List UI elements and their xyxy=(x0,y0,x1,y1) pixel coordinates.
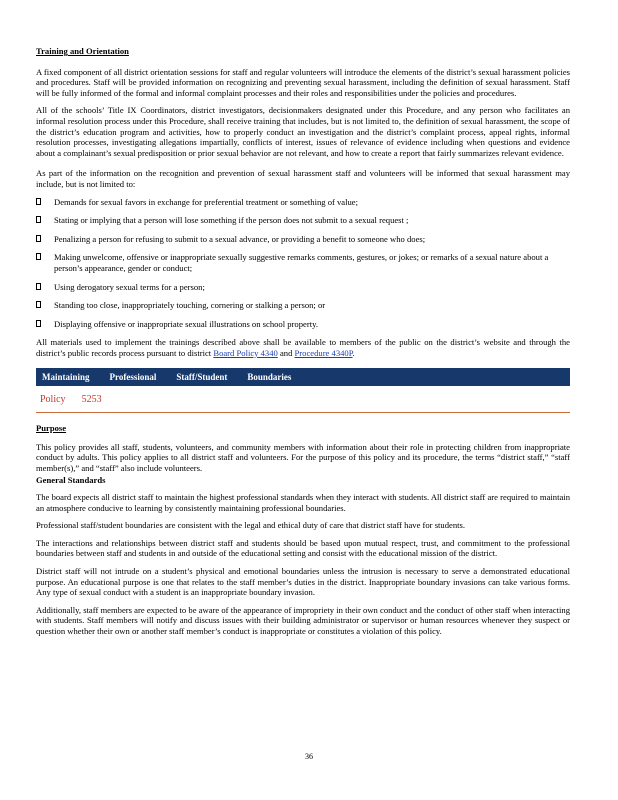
purpose-paragraph-4: The interactions and relationships between district staff and students should be based upon mutual respect, trust, and commitment to the professional boundaries between staff and students in and outside of the educational setting and consist with the educational mission of the district. xyxy=(36,537,570,559)
harassment-examples-list xyxy=(36,197,570,330)
training-paragraph-1: A fixed component of all district orientation sessions for staff and regular volunteers will introduce the elements of the district’s sexual harassment policies and procedures. Staff will be provided information on recognizing and preventing sexual harassment, including the definition of sexual harassment. Staff will be fully informed of the formal and informal complaint processes and their roles and responsibilities under the policies and procedures. xyxy=(36,66,570,98)
checkbox-bullet-icon xyxy=(36,301,41,308)
section-banner xyxy=(36,368,570,386)
checkbox-bullet-icon xyxy=(36,235,41,242)
policy-label: Policy xyxy=(40,394,66,406)
checkbox-bullet-icon xyxy=(36,320,41,327)
purpose-paragraph-6: Additionally, staff members are expected to be aware of the appearance of impropriety in their own conduct and the conduct of other staff when interacting with students. Staff members will notify and discuss issues with their building administrator or supervisor or human resources whenever they suspect or question whether their own or another staff member’s conduct is inappropriate or constitutes a violation of this policy. xyxy=(36,604,570,636)
banner-word: Professional xyxy=(109,372,157,383)
list-item: Demands for sexual favors in exchange for preferential treatment or something of value; xyxy=(36,197,570,208)
training-paragraph-3: As part of the information on the recognition and prevention of sexual harassment staff and volunteers will be informed that sexual harassment may include, but is not limited to: xyxy=(36,168,570,189)
banner-word: Maintaining xyxy=(42,372,90,383)
checkbox-bullet-icon xyxy=(36,283,41,290)
checkbox-bullet-icon xyxy=(36,198,41,205)
banner-word: Staff/Student xyxy=(176,372,228,383)
list-item: Stating or implying that a person will lose something if the person does not submit to a sexual request ; xyxy=(36,215,570,226)
training-paragraph-4: All materials used to implement the trainings described above shall be available to members of the public on the district’s website and through the district’s public records process pursuant to district Board Policy 4340 and Procedure 4340P. xyxy=(36,337,570,358)
list-item: Making unwelcome, offensive or inappropriate sexually suggestive remarks comments, gestures, or jokes; or remarks of a sexual nature about a person’s appearance, gender or conduct; xyxy=(36,252,570,273)
training-heading: Training and Orientation xyxy=(36,46,129,56)
purpose-heading: Purpose xyxy=(36,423,67,434)
document-page xyxy=(36,46,570,644)
general-standards-heading: General Standards xyxy=(36,475,106,486)
list-item: Displaying offensive or inappropriate sexual illustrations on school property. xyxy=(36,319,570,330)
list-item: Using derogatory sexual terms for a person; xyxy=(36,282,570,293)
purpose-paragraph-1: This policy provides all staff, students, volunteers, and community members with information about their role in protecting children from inappropriate conduct by adults. This policy applies to all district staff and volunteers. For the purpose of this policy and its procedure, the terms “district staff,” “staff member(s),” and “staff” also include volunteers. xyxy=(36,441,570,473)
policy-number: 5253 xyxy=(81,394,102,406)
purpose-paragraph-3: Professional staff/student boundaries are consistent with the legal and ethical duty of care that district staff have for students. xyxy=(36,520,466,531)
training-paragraph-2: All of the schools’ Title IX Coordinators, district investigators, decisionmakers designated under this Procedure, and any person who facilitates an informal resolution process under this Procedure, shall receive training that includes, but is not limited to, the definition of sexual harassment, the scope of the district’s education program and activities, how to properly conduct an investigation and the district’s complaint process, appeal rights, informal resolution processes, investigating allegations impartially, conflicts of interest, issues of relevance of evidence including when questions and evidence about a complainant’s sexual predisposition or prior sexual behavior are not relevant, and how to create a report that fairly summarizes relevant evidence. xyxy=(36,105,570,158)
list-item: Penalizing a person for refusing to submit to a sexual advance, or providing a benefit to someone who does; xyxy=(36,234,570,245)
purpose-paragraph-5: District staff will not intrude on a student’s physical and emotional boundaries unless the intrusion is necessary to serve a demonstrated educational purpose. An educational purpose is one that relates to the staff member’s duties in the district. Inappropriate boundary invasions can take various forms. Any type of sexual conduct with a student is an inappropriate boundary invasion. xyxy=(36,566,570,598)
checkbox-bullet-icon xyxy=(36,216,41,223)
list-item: Standing too close, inappropriately touching, cornering or stalking a person; or xyxy=(36,300,570,311)
purpose-paragraph-2: The board expects all district staff to maintain the highest professional standards when they interact with students. All district staff are required to maintain an atmosphere conducive to learning by consistently maintaining professional boundaries. xyxy=(36,492,570,513)
board-policy-link[interactable]: Board Policy 4340 xyxy=(213,347,278,358)
policy-number-line xyxy=(36,386,570,413)
page-number: 36 xyxy=(305,752,313,761)
checkbox-bullet-icon xyxy=(36,253,41,260)
procedure-link[interactable]: Procedure 4340P xyxy=(294,347,353,358)
banner-word: Boundaries xyxy=(247,372,292,383)
